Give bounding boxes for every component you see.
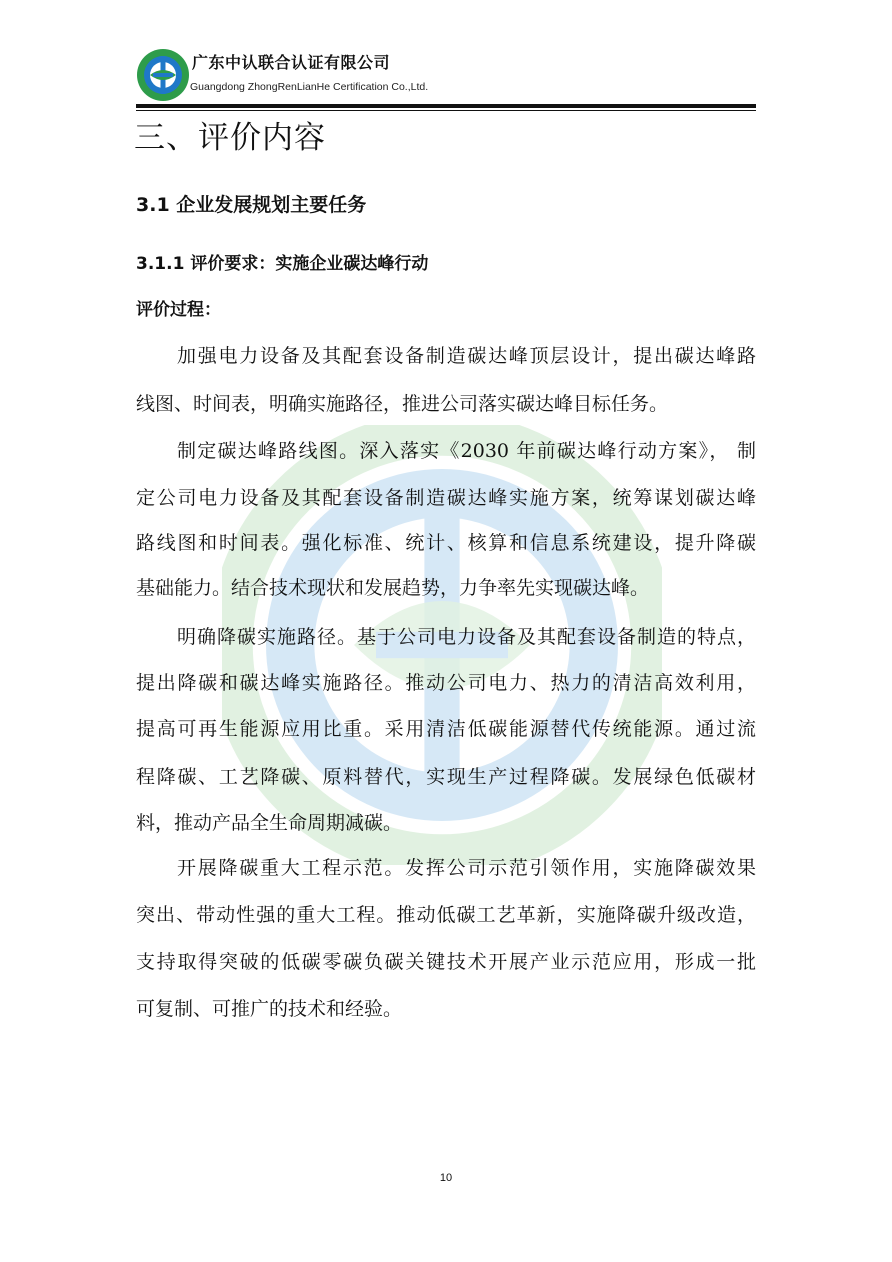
header-rule-thin	[136, 110, 756, 111]
page-header	[136, 44, 756, 108]
paragraph-line: 开展降碳重大工程示范。发挥公司示范引领作用，实施降碳效果	[177, 857, 756, 879]
header-rule	[136, 104, 756, 108]
paragraph-line: 突出、带动性强的重大工程。推动低碳工艺革新，实施降碳升级改造，	[136, 904, 756, 926]
paragraph-line: 线图、时间表，明确实施路径，推进公司落实碳达峰目标任务。	[136, 393, 669, 415]
paragraph-line: 程降碳、工艺降碳、原料替代，实现生产过程降碳。发展绿色低碳材	[136, 766, 756, 788]
paragraph-line: 支持取得突破的低碳零碳负碳关键技术开展产业示范应用，形成一批	[136, 951, 756, 973]
paragraph-line: 料，推动产品全生命周期减碳。	[136, 812, 403, 834]
paragraph-line: 提出降碳和碳达峰实施路径。推动公司电力、热力的清洁高效利用，	[136, 672, 756, 694]
company-name-english: Guangdong ZhongRenLianHe Certification Co.,Ltd.	[190, 81, 429, 93]
paragraph-line: 基础能力。结合技术现状和发展趋势，力争率先实现碳达峰。	[136, 577, 650, 599]
paragraph-line: 路线图和时间表。强化标准、统计、核算和信息系统建设，提升降碳	[136, 532, 756, 554]
item-title: 3.1.1 评价要求：实施企业碳达峰行动	[136, 254, 429, 274]
paragraph-line: 定公司电力设备及其配套设备制造碳达峰实施方案，统筹谋划碳达峰	[136, 487, 756, 509]
paragraph-line: 提高可再生能源应用比重。采用清洁低碳能源替代传统能源。通过流	[136, 718, 756, 740]
page-number: 10	[439, 1172, 453, 1184]
subsection-title: 3.1 企业发展规划主要任务	[136, 194, 367, 216]
paragraph-line: 加强电力设备及其配套设备制造碳达峰顶层设计，提出碳达峰路	[177, 345, 756, 367]
process-label: 评价过程：	[136, 300, 221, 320]
paragraph-line: 制定碳达峰路线图。深入落实《2030 年前碳达峰行动方案》， 制	[177, 440, 756, 462]
paragraph-line: 可复制、可推广的技术和经验。	[136, 998, 403, 1020]
company-name-chinese: 广东中认联合认证有限公司	[192, 53, 391, 72]
paragraph-line: 明确降碳实施路径。基于公司电力设备及其配套设备制造的特点，	[177, 626, 756, 648]
section-title: 三、评价内容	[134, 120, 326, 156]
company-logo-icon	[136, 48, 190, 102]
